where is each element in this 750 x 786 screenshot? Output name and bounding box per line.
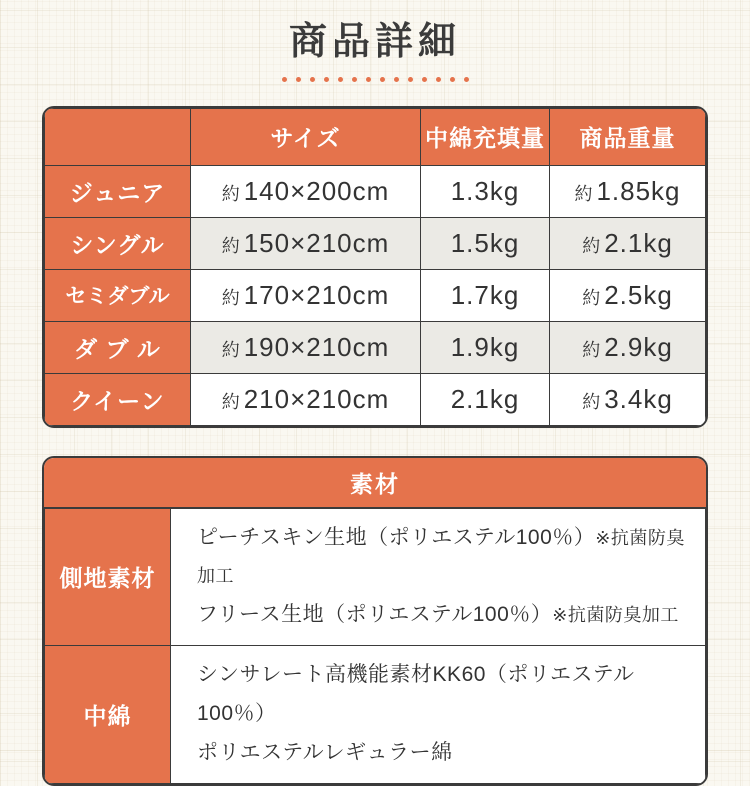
approx-mark: 約 (574, 183, 593, 204)
row-label: クイーン (45, 373, 191, 425)
fill-value: 1.7kg (421, 269, 550, 321)
size-value (191, 165, 421, 217)
material-line (197, 656, 695, 734)
approx-mark: 約 (582, 339, 601, 360)
size-value (191, 373, 421, 425)
page-title: 商品詳細 (288, 21, 461, 63)
table-row-junior (45, 165, 706, 217)
weight-value (550, 217, 706, 269)
fill-value: 1.9kg (421, 321, 550, 373)
approx-mark: 約 (221, 183, 240, 204)
weight-number: 1.85kg (596, 175, 681, 206)
fill-value: 1.5kg (421, 217, 550, 269)
material-row-content (171, 646, 706, 784)
approx-mark: 約 (221, 235, 240, 256)
weight-number: 3.4kg (604, 383, 673, 414)
fill-value: 1.3kg (421, 165, 550, 217)
material-row-label: 中綿 (45, 646, 171, 784)
size-value (191, 217, 421, 269)
row-label: セミダブル (45, 269, 191, 321)
fill-value: 2.1kg (421, 373, 550, 425)
spec-header-row (45, 108, 706, 165)
material-table-title: 素材 (44, 458, 706, 508)
material-text: シンサレート高機能素材KK60（ポリエステル100％） (197, 663, 635, 725)
size-number: 150×210cm (243, 227, 390, 258)
table-row-queen (45, 373, 706, 425)
material-row-fabric (45, 508, 706, 646)
spec-header-size: サイズ (191, 108, 421, 165)
material-text: ピーチスキン生地（ポリエステル100％） (197, 525, 596, 549)
approx-mark: 約 (221, 287, 240, 308)
spec-header-empty (45, 108, 191, 165)
row-label: ダ ブ ル (45, 321, 191, 373)
table-row-double (45, 321, 706, 373)
material-table (42, 456, 708, 786)
size-number: 210×210cm (243, 383, 390, 414)
size-number: 140×200cm (243, 175, 390, 206)
approx-mark: 約 (582, 235, 601, 256)
weight-number: 2.9kg (604, 331, 673, 362)
weight-value (550, 373, 706, 425)
spec-header-fill: 中綿充填量 (421, 108, 550, 165)
material-text: フリース生地（ポリエステル100％） (197, 603, 553, 627)
weight-value (550, 165, 706, 217)
approx-mark: 約 (221, 339, 240, 360)
size-number: 190×210cm (243, 331, 390, 362)
material-line (197, 734, 695, 773)
weight-number: 2.1kg (604, 227, 673, 258)
weight-value (550, 269, 706, 321)
row-label: シングル (45, 217, 191, 269)
approx-mark: 約 (582, 287, 601, 308)
material-note: ※抗菌防臭加工 (197, 527, 685, 587)
size-number: 170×210cm (243, 279, 390, 310)
approx-mark: 約 (582, 391, 601, 412)
table-row-semidouble (45, 269, 706, 321)
approx-mark: 約 (221, 391, 240, 412)
material-row-content (171, 508, 706, 646)
weight-number: 2.5kg (604, 279, 673, 310)
material-line (197, 596, 695, 635)
title-dots-decoration (0, 77, 750, 82)
spec-table (42, 106, 708, 428)
material-text: ポリエステルレギュラー綿 (197, 740, 453, 764)
size-value (191, 269, 421, 321)
material-row-label: 側地素材 (45, 508, 171, 646)
spec-header-weight: 商品重量 (550, 108, 706, 165)
weight-value (550, 321, 706, 373)
material-note: ※抗菌防臭加工 (552, 605, 679, 626)
table-row-single (45, 217, 706, 269)
material-row-filling (45, 646, 706, 784)
row-label: ジュニア (45, 165, 191, 217)
material-line (197, 519, 695, 597)
size-value (191, 321, 421, 373)
